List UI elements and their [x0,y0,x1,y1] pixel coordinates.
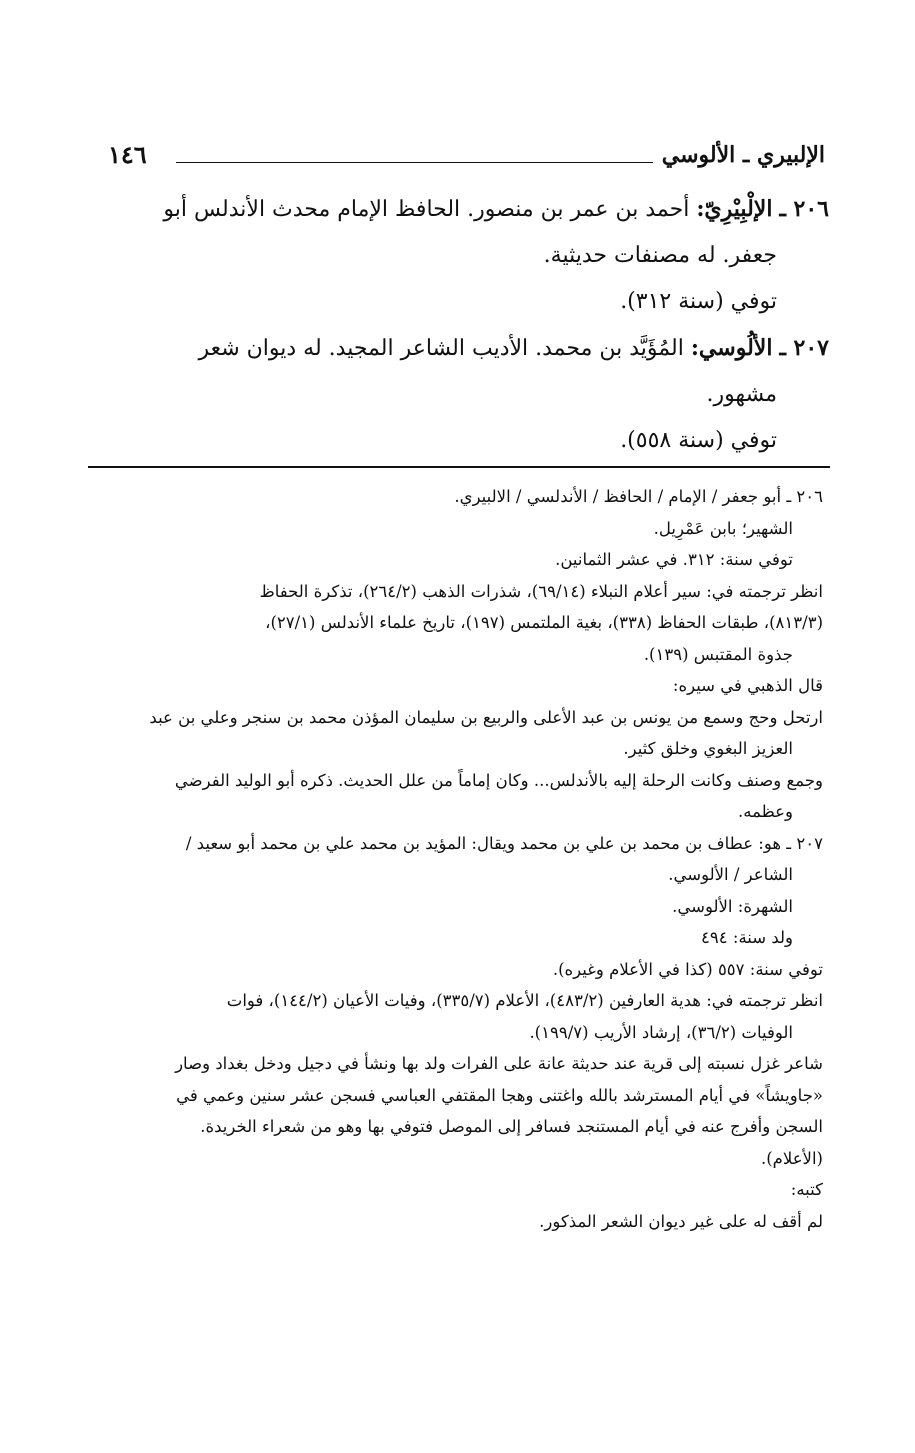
page-header [108,140,825,180]
entry-207-line1 [100,325,829,372]
note-line: كتبه: [790,1180,823,1199]
note-line: ارتحل وحج وسمع من يونس بن عبد الأعلى والربيع بن سليمان المؤذن محمد بن سنجر وعلي بن عبد [149,707,823,727]
main-text [100,186,829,464]
note-line: لم أقف له على غير ديوان الشعر المذكور. [539,1211,823,1231]
note-line: ولد سنة: ٤٩٤ [701,928,793,947]
note-line: الشهير؛ بابن عَمْرِيل. [653,518,793,538]
note-line: جذوة المقتبس (١٣٩). [643,644,793,664]
note-line: «جاويشاً» في أيام المسترشد بالله واغتنى وهجا المقتفي العباسي فسجن عشر سنين وعمي في [176,1085,823,1105]
footnotes [104,481,823,1237]
entry-number: ٢٠٦ ـ [779,196,829,222]
entry-number: ٢٠٧ ـ [779,335,829,361]
note-line: انظر ترجمته في: سير أعلام النبلاء (٦٩/١٤)، شذرات الذهب (٢٦٤/٢)، تذكرة الحفاظ [259,581,823,601]
note-line: العزيز البغوي وخلق كثير. [623,739,793,758]
entry-name: الإلْبِيْرِيّ: [696,196,773,222]
entry-206-line1 [100,186,829,233]
note-line: الوفيات (٣٦/٢)، إرشاد الأريب (١٩٩/٧). [529,1022,793,1042]
note-line: (٨١٣/٣)، طبقات الحفاظ (٣٣٨)، بغية الملتمس (١٩٧)، تاريخ علماء الأندلس (٢٧/١)، [265,613,823,632]
note-line: الشهرة: الألوسي. [672,896,793,916]
running-title: الإلبيري ـ الألوسي [661,142,825,168]
note-line: وعظمه. [738,802,793,821]
note-line: انظر ترجمته في: هدية العارفين (٤٨٣/٢)، الأعلام (٣٣٥/٧)، وفيات الأعيان (١٤٤/٢)، فوات [226,991,823,1010]
entry-text: المُؤَيَّد بن محمد. الأديب الشاعر المجيد. له ديوان شعر [198,336,684,361]
entry-206-line2: جعفر. له مصنفات حديثية. [543,243,777,268]
footnote-separator [88,466,830,468]
entry-207-line2: مشهور. [706,382,777,407]
note-line: (الأعلام). [760,1148,823,1168]
note-line: السجن وأفرج عنه في أيام المستنجد فسافر إلى الموصل فتوفي بها وهو من شعراء الخريدة. [200,1117,823,1136]
note-line: وجمع وصنف وكانت الرحلة إليه بالأندلس... وكان إماماً من علل الحديث. ذكره أبو الوليد الفرضي [174,770,823,790]
entry-text: أحمد بن عمر بن منصور. الحافظ الإمام محدث الأندلس أبو [163,197,690,222]
entry-name: الألُوسي: [690,335,773,361]
entry-207-death: توفي (سنة ٥٥٨). [620,428,777,453]
note-line: ٢٠٧ ـ هو: عطاف بن محمد بن علي بن محمد ويقال: المؤيد بن محمد علي بن محمد أبو سعيد / [185,833,823,853]
note-line: ٢٠٦ ـ أبو جعفر / الإمام / الحافظ / الأندلسي / الالبيري. [454,487,823,506]
page-number: ١٤٦ [108,140,147,169]
note-line: توفي سنة: ٣١٢. في عشر الثمانين. [555,550,793,569]
header-rule [176,162,653,163]
note-line: الشاعر / الألوسي. [668,865,793,884]
note-line: شاعر غزل نسبته إلى قرية عند حديثة عانة على الفرات ولد بها ونشأ في دجيل ودخل بغداد وصار [175,1054,823,1073]
entry-206-death: توفي (سنة ٣١٢). [620,289,777,314]
note-line: توفي سنة: ٥٥٧ (كذا في الأعلام وغيره). [552,959,823,979]
note-line: قال الذهبي في سيره: [672,676,823,695]
